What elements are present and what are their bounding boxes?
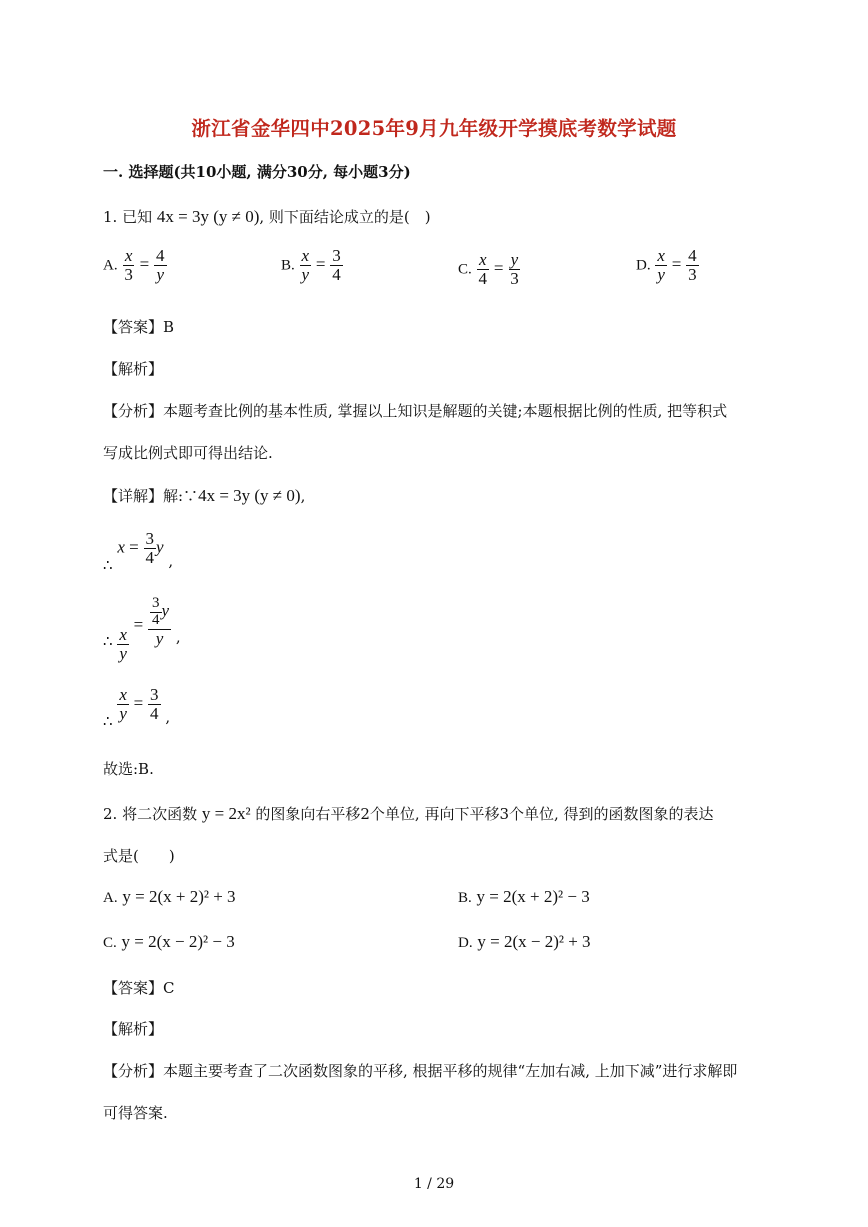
option-letter: B. [458,890,472,906]
document-title: 浙江省金华四中2025年9月九年级开学摸底考数学试题 [191,117,677,140]
q1-number: 1. [103,208,118,226]
q2-stem-pre: 将二次函数 [122,805,198,823]
q2-stem-line2: 式是( ) [103,847,175,865]
option-expression: y = 2(x + 2)² − 3 [476,887,590,906]
numerator: x [124,246,133,265]
q1-analysis-label: 【解析】 [103,360,164,378]
detail-math: 4x = 3y (y ≠ 0) [198,486,301,505]
denominator: 3 [510,268,519,288]
numerator: 4 [688,246,697,265]
numerator: 3 [145,529,154,548]
numerator: x [657,246,665,265]
denominator: 3 [688,264,697,284]
q2-stem-math: y = 2x² [201,804,251,823]
therefore-symbol: ∴ [103,631,113,650]
q1-stem-math: 4x = 3y (y ≠ 0) [156,207,260,226]
fraction: $\frac{x}{y}$ [119,624,127,663]
option-expression: y = 2(x − 2)² + 3 [477,932,591,951]
q1-step1: ∴ x = $\frac{3}{4}$ y , [103,529,174,575]
fraction-left [655,247,667,284]
detail-suffix: , [300,487,306,505]
q2-answer: 【答案】C [103,979,175,997]
q2-stem-post: 的图象向右平移2个单位, 再向下平移3个单位, 得到的函数图象的表达 [255,805,714,823]
fraction-right [508,251,521,288]
denominator: 3 [124,264,133,284]
q1-option-a[interactable]: A. $\frac{x}{3}$ = $\frac{4}{y}$ [103,246,165,284]
fraction-left [300,247,312,284]
q2-analysis-line1: 【分析】本题主要考查了二次函数图象的平移, 根据平移的规律“左加右减, 上加下减”进行求解即 [103,1062,738,1080]
option-expression: y = 2(x − 2)² − 3 [121,932,235,951]
denominator: y [301,264,310,284]
q2-option-b[interactable] [458,887,590,907]
numerator: 4 [156,246,165,265]
comma: , [168,552,174,571]
q2-number: 2. [103,805,118,823]
q2-option-d[interactable] [458,932,591,952]
denominator: y [156,264,165,284]
denominator: 4 [332,264,341,284]
q1-choose: 故选:B. [103,760,154,778]
option-letter: A. [103,890,118,906]
fraction-left [477,251,490,288]
option-letter: B. [281,257,295,274]
fraction: $\frac{x}{y}$ [119,685,127,723]
fraction-right [330,247,343,284]
q1-stem-pre: 已知 [122,208,153,226]
option-letter: A. [103,257,118,274]
denominator: 4 [145,547,154,567]
q1-analysis-line2: 写成比例式即可得出结论. [103,444,273,462]
comma: , [175,627,181,646]
fraction-right [154,247,167,284]
fraction: $\frac{3}{4}$ [150,685,159,723]
option-letter: D. [458,935,473,951]
option-letter: D. [636,257,651,274]
q2-option-c[interactable] [103,932,235,952]
q1-analysis-line1: 【分析】本题考查比例的基本性质, 掌握以上知识是解题的关键;本题根据比例的性质, 把等积式 [103,402,728,420]
option-letter: C. [458,261,472,278]
detail-prefix: 【详解】解:∵ [103,487,199,505]
q2-stem [103,803,714,824]
therefore-symbol: ∴ [103,712,113,731]
fraction [144,530,157,567]
section-heading: 一. 选择题(共10小题, 满分30分, 每小题3分) [103,163,411,181]
comma: , [165,708,171,727]
q2-analysis-label: 【解析】 [103,1020,164,1038]
option-letter: C. [103,935,117,951]
compound-fraction: $\frac{3}{4}$ y y [148,596,171,647]
numerator: y [510,250,519,269]
fraction-right [686,247,699,284]
denominator: 4 [478,268,488,288]
numerator: x [479,250,487,269]
q2-option-a[interactable] [103,887,236,907]
fraction-left [122,247,135,284]
q1-option-b[interactable]: B. $\frac{x}{y}$ = $\frac{3}{4}$ [281,246,341,284]
q1-option-d[interactable]: D. $\frac{x}{y}$ = $\frac{4}{3}$ [636,246,697,284]
numerator: x [301,246,310,265]
q2-analysis-line2: 可得答案. [103,1104,168,1122]
q1-answer: 【答案】B [103,318,175,336]
q1-step2: ∴ $\frac{x}{y}$ = $\frac{3}{4}$ y y , [103,595,181,663]
q1-stem [103,206,431,227]
q1-stem-post: , 则下面结论成立的是( ) [259,208,431,226]
q1-detail [103,485,305,506]
page-number: 1 / 29 [413,1176,455,1192]
therefore-symbol: ∴ [103,556,113,575]
q1-step3: ∴ $\frac{x}{y}$ = $\frac{3}{4}$ , [103,685,171,731]
q1-option-c[interactable]: C. $\frac{x}{4}$ = $\frac{y}{3}$ [458,250,519,288]
numerator: 3 [332,246,341,265]
denominator: y [657,264,665,284]
option-expression: y = 2(x + 2)² + 3 [122,887,236,906]
